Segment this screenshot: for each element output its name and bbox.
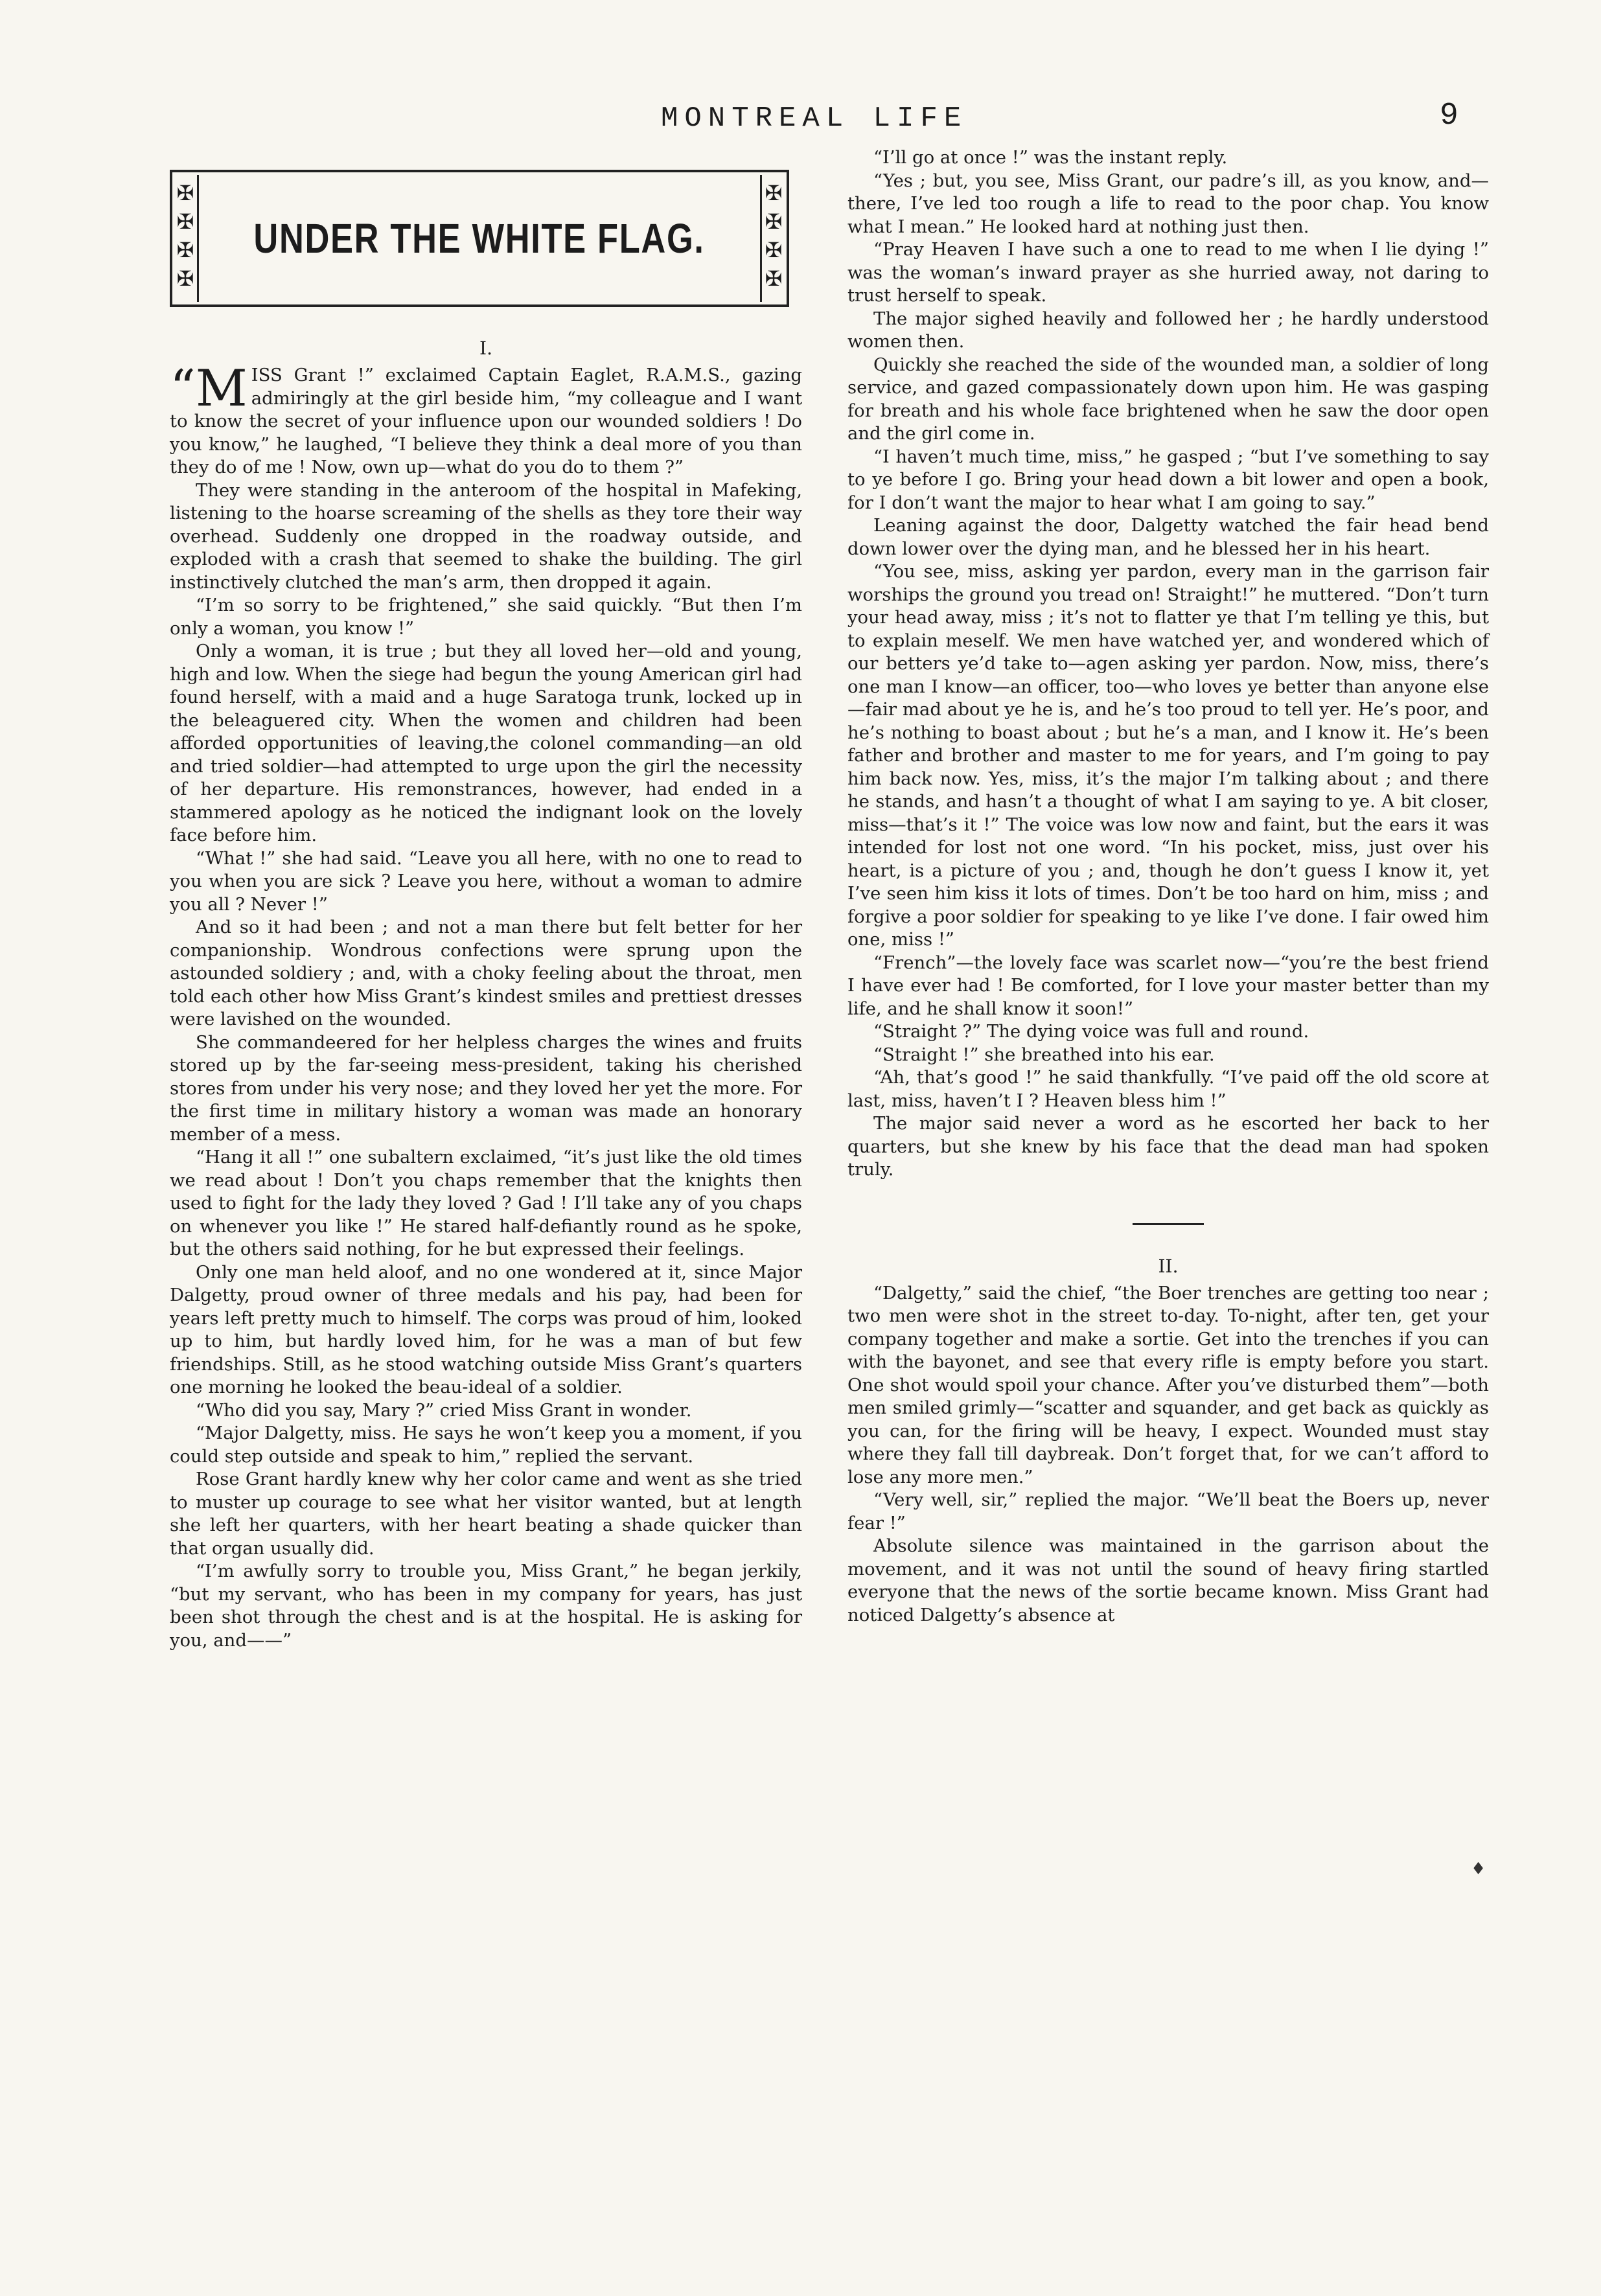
paragraph: “I haven’t much time, miss,” he gasped ; “but I’ve something to say to ye before I go. Bring your head down a bit lower and open a book, for I don’t want the major to hear what I am going to say.” [847,446,1489,513]
drop-cap-quote: “ [170,360,196,418]
drop-cap-letter: M [195,360,248,418]
paragraph: And so it had been ; and not a man there but felt better for her companionship. Wondrous confections were sprung upon the astounded soldiery ; and, with a choky feeling about the throat, men told each other how Miss Grant’s kindest smiles and prettiest dresses were lavished on the wounded. [170,917,802,1029]
opening-paragraph [170,360,802,479]
cross-ornament-icon: ✠ [176,209,194,234]
paragraph: Only one man held aloof, and no one wondered at it, since Major Dalgetty, proud owner of three medals and his pay, had been for years left pretty much to himself. The corps was proud of him, looked up to him, but hardly loved him, for he was a man of but few friendships. Still, as he stood watching outside Miss Grant’s quarters one morning he looked the beau-ideal of a soldier. [170,1261,802,1397]
paragraph: They were standing in the anteroom of the hospital in Mafeking, listening to the hoarse screaming of the shells as they tore their way overhead. Suddenly one dropped in the roadway outside, and exploded with a crash that seemed to shake the building. The girl instinctively clutched the man’s arm, then dropped it again. [170,479,802,593]
article-title-box [170,170,789,307]
paragraph: The major sighed heavily and followed her ; he hardly understood women then. [847,308,1489,352]
paragraph: “Major Dalgetty, miss. He says he won’t keep you a moment, if you could step outside and speak to him,” replied the servant. [170,1423,802,1467]
paragraph: “I’ll go at once !” was the instant reply. [873,147,1228,168]
left-column [170,337,802,1652]
cross-ornament-icon: ✠ [176,181,194,205]
page-number: 9 [1440,98,1458,133]
paragraph: “I’m so sorry to be frightened,” she said quickly. “But then I’m only a woman, you know !” [170,595,802,639]
cross-ornament-icon: ✠ [765,266,783,291]
paragraph: Quickly she reached the side of the wounded man, a soldier of long service, and gazed compassionately down upon him. He was gasping for breath and his whole face brightened when he saw the door open and the girl come in. [847,354,1489,444]
paragraph: “French”—the lovely face was scarlet now—“you’re the best friend I have ever had ! Be comforted, for I love your master better than my life, and he shall know it soon!” [847,952,1489,1019]
cross-ornament-icon: ✠ [176,238,194,262]
running-title: MONTREAL LIFE [661,102,968,135]
article-title: UNDER THE WHITE FLAG. [253,215,706,262]
right-column [847,146,1489,1627]
cross-ornament-icon: ✠ [765,181,783,205]
cross-ornament-icon: ✠ [765,238,783,262]
drop-cap [170,360,248,418]
right-column-paragraphs-section2 [847,1282,1489,1627]
left-column-paragraphs [170,479,802,1653]
paragraph: “Straight ?” The dying voice was full and round. [873,1021,1309,1042]
cross-ornament-icon: ✠ [176,266,194,291]
paragraph: “Straight !” she breathed into his ear. [873,1044,1215,1065]
paragraph: “I’m awfully sorry to trouble you, Miss Grant,” he began jerkily, “but my servant, who has been in my company for years, has just been shot through the chest and is at the hospital. He is asking for you, and——” [170,1561,802,1651]
paragraph: She commandeered for her helpless charges the wines and fruits stored up by the far-seeing mess-president, taking his cherished stores from under his very nose; and they loved her yet the more. For the first time in military history a woman was made an honorary member of a mess. [170,1031,802,1145]
paragraph: The major said never a word as he escorted her back to her quarters, but she knew by his face that the dead man had spoken truly. [847,1113,1489,1180]
cross-ornament-icon: ✠ [765,209,783,234]
right-column-paragraphs-section1 [847,146,1489,1182]
paragraph: “Pray Heaven I have such a one to read to me when I lie dying !” was the woman’s inward prayer as she hurried away, not daring to trust herself to speak. [847,239,1489,306]
section-numeral-2: II. [1158,1255,1179,1277]
paragraph: Leaning against the door, Dalgetty watched the fair head bend down lower over the dying man, and he blessed her in his heart. [847,515,1489,559]
page-end-mark: ♦ [1471,1859,1486,1879]
paragraph: “Hang it all !” one subaltern exclaimed, “it’s just like the old times we read about ! Don’t you chaps remember that the knights then used to fight for the lady they loved ? Gad ! I’ll take any of you chaps on whenever you like !” He stared half-defiantly round as he spoke, but the others said nothing, for he but expressed their feelings. [170,1147,802,1259]
section-numeral-1: I. [479,338,492,359]
paragraph: “Dalgetty,” said the chief, “the Boer trenches are getting too near ; two men were shot in the street to-day. To-night, after ten, get your company together and make a sortie. Get into the trenches if you can with the bayonet, and see that every rifle is empty before you start. One shot would spoil your chance. After you’ve disturbed them”—both men smiled grimly—“scatter and squander, and get back as quickly as you can, for the firing will be heavy, I expect. Wounded must stay where they fall till daybreak. Don’t forget that, for we can’t afford to lose any more men.” [847,1282,1489,1487]
section-divider-rule [1133,1223,1204,1225]
left-cross-ornaments [174,179,197,293]
paragraph: Rose Grant hardly knew why her color came and went as she tried to muster up courage to see what her visitor wanted, but at length she left her quarters, with her heart beating a shade quicker than that organ usually did. [170,1469,802,1559]
opening-paragraph-text: ISS Grant !” exclaimed Captain Eaglet, R.A.M.S., gazing admiringly at the girl beside him, “my colleague and I want to know the secret of your influence upon our wounded soldiers ! Do you know,” he laughed, “I believe they think a deal more of you than they do of me ! Now, own up—what do you do to them ?” [170,365,802,477]
paragraph: “Ah, that’s good !” he said thankfully. “I’ve paid off the old score at last, miss, haven’t I ? Heaven bless him !” [847,1067,1489,1111]
paragraph: “You see, miss, asking yer pardon, every man in the garrison fair worships the ground you tread on! Straight!” he muttered. “Don’t turn your head away, miss ; it’s not to flatter ye that I’m telling ye this, but to explain meself. We men have watched yer, and wondered which of our betters ye’d take to—agen asking yer pardon. Now, miss, there’s one man I know—an officer, too—who loves ye better than anyone else—fair mad about ye he is, and he’s too proud to tell yer. He’s poor, and he’s nothing to boast about ; but he’s a man, and I know it. He’s been father and brother and master to me for years, and I’m going to pay him back now. Yes, miss, it’s the major I’m talking about ; and there he stands, and hasn’t a thought of what I am saying to ye. A bit closer, miss—that’s it !” The voice was low now and faint, but the ears it was intended for lost not one word. “In his pocket, miss, just over his heart, is a picture of you ; and, though he don’t guess I know it, yet I’ve seen him kiss it lots of times. Don’t be too hard on him, miss ; and forgive a poor soldier for speaking to ye like I’ve done. I fair owed him one, miss !” [847,561,1489,950]
paragraph: “Who did you say, Mary ?” cried Miss Grant in wonder. [196,1399,692,1421]
paragraph: “Very well, sir,” replied the major. “We’ll beat the Boers up, never fear !” [847,1489,1489,1533]
paragraph: Only a woman, it is true ; but they all loved her—old and young, high and low. When the siege had begun the young American girl had found herself, with a maid and a huge Saratoga trunk, locked up in the beleaguered city. When the women and children had been afforded opportunities of leaving,the colonel commanding—an old and tried soldier—had attempted to urge upon the girl the necessity of her departure. His remonstrances, however, had ended in a stammered apology as he noticed the indignant look on the lovely face before him. [170,641,802,845]
paragraph: Absolute silence was maintained in the garrison about the movement, and it was not until the sound of heavy firing startled everyone that the news of the sortie became known. Miss Grant had noticed Dalgetty’s absence at [847,1535,1489,1625]
paragraph: “What !” she had said. “Leave you all here, with no one to read to you when you are sick ? Leave you here, without a woman to admire you all ? Never !” [170,847,802,915]
right-cross-ornaments [762,179,785,293]
paragraph: “Yes ; but, you see, Miss Grant, our padre’s ill, as you know, and—there, I’ve led too rough a life to read to the poor chap. You know what I mean.” He looked hard at nothing just then. [847,170,1489,237]
